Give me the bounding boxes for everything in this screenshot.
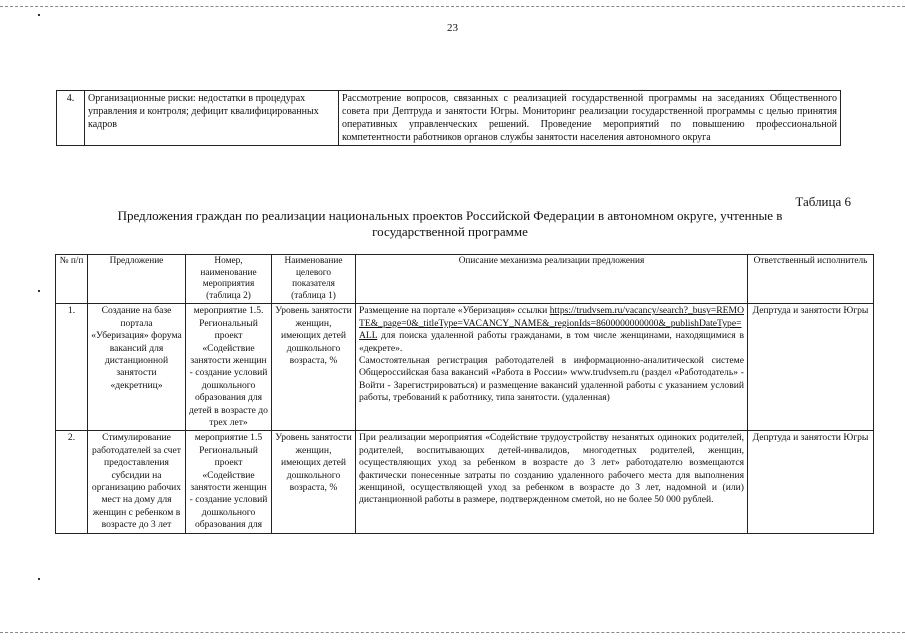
header-event: Номер, наименование мероприятия (таблица 2) xyxy=(186,255,272,304)
description-paragraph: Самостоятельная регистрация работодателей в информационно-аналитической системе Общероссийская база вакансий «Работа в России» www.trudvsem.ru (раздел «Работодатель» - Войти - Зарегистрироваться) и размещение вакансий удаленной работы с указанием условий работы, требований к работнику, типа занятости. (удаленная) xyxy=(359,355,744,404)
row-event: мероприятие 1.5 Региональный проект «Содействие занятости женщин - создание условий дошкольного образования для xyxy=(186,431,272,533)
row-description xyxy=(356,431,748,533)
header-proposal: Предложение xyxy=(88,255,186,304)
table-caption: Таблица 6 xyxy=(795,194,851,209)
proposals-table xyxy=(55,254,874,534)
risk-measures: Рассмотрение вопросов, связанных с реализацией государственной программы на заседаниях Общественного совета при Дептруда и занятости Югры. Мониторинг реализации государственной программы с целью принятия оперативных управленческих решений. Проведение мероприятий по повышению профессиональной компетентности работников органов службы занятости населения автономного округа xyxy=(339,91,841,146)
row-indicator: Уровень занятости женщин, имеющих детей дошкольного возраста, % xyxy=(272,304,356,431)
table-row xyxy=(56,431,874,533)
description-text: для поиска удаленной работы гражданами, в том числе женщинами, находящимися в «декрете». xyxy=(359,330,745,354)
risk-number: 4. xyxy=(57,91,85,146)
row-number: 1. xyxy=(56,304,88,431)
table-row xyxy=(57,91,841,146)
vacancy-search-link[interactable]: https://trudvsem.ru/vacancy/search?_busy=REMOTE&_page=0&_titleType=VACANCY_NAME&_regionIds=8600000000000&_publishDateType=ALL xyxy=(359,305,744,342)
row-executor: Депртуда и занятости Югры xyxy=(748,431,874,533)
table-header-row xyxy=(56,255,874,304)
table-row xyxy=(56,304,874,431)
header-num: № п/п xyxy=(56,255,88,304)
row-event: мероприятие 1.5. Региональный проект «Содействие занятости женщин - создание условий дошкольного образования для детей в возрасте до трех лет» xyxy=(186,304,272,431)
risk-table xyxy=(56,90,841,146)
scan-speck xyxy=(38,14,40,16)
header-indicator: Наименование целевого показателя (таблица 1) xyxy=(272,255,356,304)
scan-speck xyxy=(38,578,40,580)
row-proposal: Стимулирование работодателей за счет предоставления субсидии на организацию рабочих мест на дому для женщин с ребенком в возрасте до 3 лет xyxy=(88,431,186,533)
row-indicator: Уровень занятости женщин, имеющих детей дошкольного возраста, % xyxy=(272,431,356,533)
row-description xyxy=(356,304,748,431)
row-number: 2. xyxy=(56,431,88,533)
description-text: Размещение на портале «Уберизация» ссылки xyxy=(359,305,548,317)
page-number: 23 xyxy=(447,22,458,34)
risk-description: Организационные риски: недостатки в процедурах управления и контроля; дефицит квалифицированных кадров xyxy=(85,91,339,146)
header-executor: Ответственный исполнитель xyxy=(748,255,874,304)
row-executor: Депртуда и занятости Югры xyxy=(748,304,874,431)
page-title: Предложения граждан по реализации национальных проектов Российской Федерации в автономном округе, учтенные в государственной программе xyxy=(117,208,783,239)
bottom-scan-edge xyxy=(0,632,905,633)
description-paragraph: При реализации мероприятия «Содействие трудоустройству незанятых одиноких родителей, родителей, воспитывающих детей-инвалидов, многодетных родителей, женщин, осуществляющих уход за ребенком в возрасте до 3 лет» работодателю возмещаются фактически понесенные затраты по созданию удаленного рабочего места для выполнения женщиной, осуществляющей уход за ребенком в возрасте до 3 лет, надомной и (или) дистанционной работы в размере, подтвержденном сметой, но не более 50 000 рублей. xyxy=(359,432,744,506)
row-proposal: Создание на базе портала «Уберизация» форума вакансий для дистанционной занятости «декретниц» xyxy=(88,304,186,431)
header-description: Описание механизма реализации предложения xyxy=(356,255,748,304)
top-scan-edge xyxy=(0,6,905,7)
scan-speck xyxy=(38,290,40,292)
